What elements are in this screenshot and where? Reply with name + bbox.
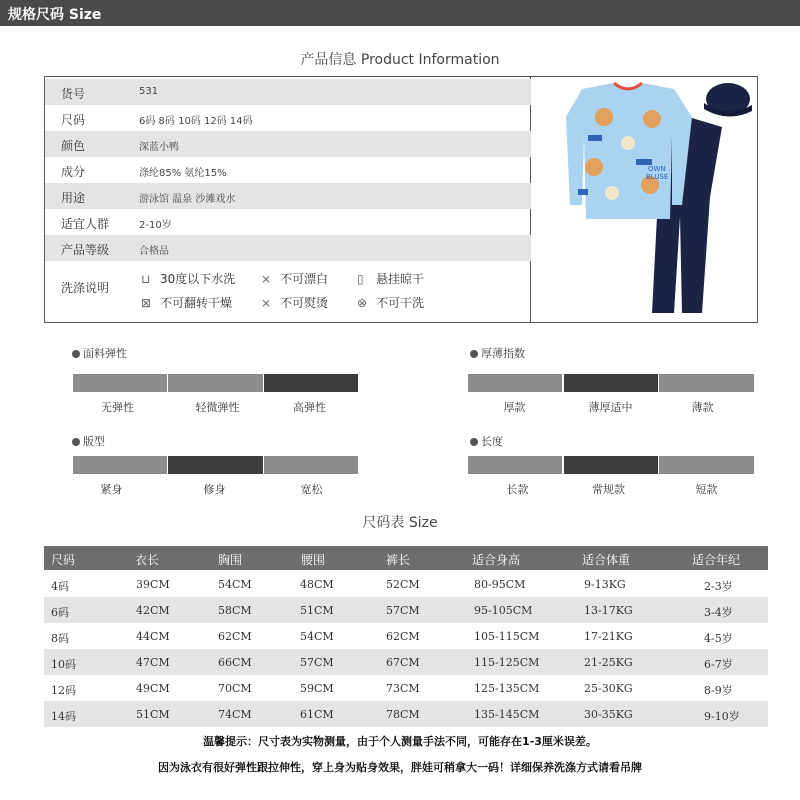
print-duck-3 <box>585 158 603 176</box>
attr-option: 薄款 <box>691 401 714 414</box>
header-bar <box>0 0 800 26</box>
table-cell: 8-9岁 <box>704 684 733 697</box>
attr-option: 常规款 <box>592 483 625 496</box>
wash-text: 悬挂晾干 <box>376 272 425 286</box>
note-measurement: 温馨提示：尺寸表为实物测量，由于个人测量手法不同，可能存在1-3厘米误差。 <box>203 735 597 748</box>
header-title: 规格尺码 Size <box>8 7 102 23</box>
table-cell: 74CM <box>218 708 252 721</box>
table-cell: 49CM <box>136 682 170 695</box>
attr-seg <box>168 374 263 392</box>
info-label: 尺码 <box>61 113 86 127</box>
print-duck-2 <box>643 110 661 128</box>
table-cell: 52CM <box>386 578 420 591</box>
info-label: 适宜人群 <box>61 217 110 231</box>
info-label: 用途 <box>61 191 86 205</box>
table-cell: 4-5岁 <box>704 632 733 645</box>
no-dry-clean-icon: ⊗ <box>357 296 368 310</box>
attr-option: 轻微弹性 <box>195 401 240 414</box>
table-cell: 12码 <box>51 684 76 697</box>
table-cell: 59CM <box>300 682 334 695</box>
attr-seg <box>264 456 358 474</box>
attr-seg-selected <box>564 374 658 392</box>
info-value: 合格品 <box>139 246 169 257</box>
attr-label-fit: 版型 <box>72 433 105 449</box>
swimsuit-illustration <box>532 77 758 322</box>
table-row <box>44 623 768 649</box>
size-table-header <box>44 546 768 570</box>
table-cell: 39CM <box>136 578 170 591</box>
wash-item <box>141 294 232 311</box>
header-cell: 适合体重 <box>582 553 631 567</box>
bullet-icon <box>72 438 80 446</box>
wash-text: 不可熨烫 <box>280 296 329 310</box>
info-row-grade <box>45 235 531 261</box>
table-cell: 67CM <box>386 656 420 669</box>
attr-option: 厚款 <box>503 401 526 414</box>
header-cell: 胸围 <box>218 553 243 567</box>
wash-item <box>261 270 328 287</box>
info-label: 成分 <box>61 165 86 179</box>
info-row-material <box>45 157 531 183</box>
no-bleach-icon: ⨯ <box>261 272 272 286</box>
table-cell: 3-4岁 <box>704 606 733 619</box>
table-cell: 58CM <box>218 604 252 617</box>
attr-option: 高弹性 <box>293 401 326 414</box>
product-info-rows <box>45 77 531 322</box>
table-cell: 47CM <box>136 656 170 669</box>
table-cell: 80-95CM <box>474 578 526 591</box>
wash-item <box>261 294 328 311</box>
table-cell: 25-30KG <box>584 682 633 695</box>
table-cell: 9-13KG <box>584 578 626 591</box>
wash-text: 不可漂白 <box>280 272 329 286</box>
table-cell: 44CM <box>136 630 170 643</box>
info-row-size <box>45 105 531 131</box>
bullet-icon <box>72 350 80 358</box>
table-cell: 9-10岁 <box>704 710 740 723</box>
attr-seg <box>73 374 167 392</box>
product-info-title: 产品信息 Product Information <box>300 52 500 68</box>
table-cell: 14码 <box>51 710 76 723</box>
wash-text: 不可翻转干燥 <box>160 296 233 310</box>
table-row <box>44 649 768 675</box>
attr-seg <box>468 374 562 392</box>
wash-text: 30度以下水洗 <box>160 272 236 286</box>
bullet-icon <box>470 350 478 358</box>
header-cell: 衣长 <box>135 553 160 567</box>
attr-option: 薄厚适中 <box>588 401 633 414</box>
print-text-1: OWN <box>648 165 666 173</box>
info-label: 颜色 <box>61 139 86 153</box>
info-value: 531 <box>139 86 159 97</box>
table-cell: 73CM <box>386 682 420 695</box>
info-value: 2-10岁 <box>139 220 172 231</box>
table-cell: 51CM <box>300 604 334 617</box>
table-cell: 13-17KG <box>584 604 633 617</box>
attr-option: 紧身 <box>100 483 123 496</box>
info-label: 货号 <box>61 87 86 101</box>
table-cell: 2-3岁 <box>704 580 733 593</box>
wash-text: 不可干洗 <box>376 296 425 310</box>
print-bird-2 <box>605 186 619 200</box>
attr-seg-selected <box>264 374 358 392</box>
table-cell: 70CM <box>218 682 252 695</box>
table-cell: 62CM <box>218 630 252 643</box>
info-row-item-number <box>45 79 531 105</box>
header-cell: 适合身高 <box>472 553 521 567</box>
table-cell: 66CM <box>218 656 252 669</box>
info-value: 游泳馆 温泉 沙滩戏水 <box>139 194 236 205</box>
table-cell: 54CM <box>300 630 334 643</box>
size-chart-title: 尺码表 Size <box>362 515 438 531</box>
table-cell: 51CM <box>136 708 170 721</box>
table-cell: 30-35KG <box>584 708 633 721</box>
print-text-2: BLUSE <box>646 173 669 181</box>
attr-option: 宽松 <box>300 483 323 496</box>
attr-seg <box>659 456 754 474</box>
info-value: 涤纶85% 氨纶15% <box>139 168 227 179</box>
table-cell: 42CM <box>136 604 170 617</box>
table-cell: 8码 <box>51 632 69 645</box>
table-cell: 135-145CM <box>474 708 540 721</box>
hang-dry-icon: ▯ <box>357 272 364 286</box>
info-value: 6码 8码 10码 12码 14码 <box>139 116 253 127</box>
attr-option: 无弹性 <box>101 401 134 414</box>
attr-seg <box>73 456 167 474</box>
attr-seg-selected <box>168 456 263 474</box>
print-duck-1 <box>595 108 613 126</box>
table-row <box>44 597 768 623</box>
attr-seg-selected <box>564 456 658 474</box>
wash-item <box>357 270 424 287</box>
table-cell: 17-21KG <box>584 630 633 643</box>
info-row-washing <box>45 259 531 322</box>
table-row <box>44 571 768 597</box>
table-cell: 4码 <box>51 580 69 593</box>
table-cell: 6-7岁 <box>704 658 733 671</box>
wash-item <box>141 270 235 287</box>
header-cell: 适合年纪 <box>692 553 741 567</box>
table-cell: 115-125CM <box>474 656 540 669</box>
table-row <box>44 701 768 727</box>
table-cell: 125-135CM <box>474 682 540 695</box>
print-bird-1 <box>621 136 635 150</box>
attr-label-length: 长度 <box>470 433 503 449</box>
header-cell: 腰围 <box>301 553 326 567</box>
info-row-audience <box>45 209 531 235</box>
attr-seg <box>659 374 754 392</box>
no-iron-icon: ⨯ <box>261 296 272 310</box>
attr-label-elasticity: 面料弹性 <box>72 345 127 361</box>
attr-option: 短款 <box>695 483 718 496</box>
shirt-shape <box>566 83 692 219</box>
table-cell: 57CM <box>386 604 420 617</box>
note-elasticity: 因为泳衣有很好弹性跟拉伸性，穿上身为贴身效果，胖娃可稍拿大一码！详细保养洗涤方式请看吊牌 <box>158 761 642 774</box>
product-info-table <box>44 76 758 323</box>
attr-option: 长款 <box>506 483 529 496</box>
table-cell: 54CM <box>218 578 252 591</box>
info-label: 产品等级 <box>61 243 110 257</box>
info-label: 洗涤说明 <box>61 281 110 295</box>
bullet-icon <box>470 438 478 446</box>
attr-label-thickness: 厚薄指数 <box>470 345 525 361</box>
table-row <box>44 675 768 701</box>
product-photo <box>532 77 758 322</box>
table-cell: 105-115CM <box>474 630 540 643</box>
no-tumble-dry-icon: ⊠ <box>141 296 152 310</box>
table-cell: 57CM <box>300 656 334 669</box>
print-wave-1 <box>588 135 602 141</box>
table-cell: 61CM <box>300 708 334 721</box>
info-row-color <box>45 131 531 157</box>
table-cell: 62CM <box>386 630 420 643</box>
table-cell: 10码 <box>51 658 76 671</box>
header-cell: 裤长 <box>386 553 411 567</box>
table-cell: 78CM <box>386 708 420 721</box>
table-cell: 21-25KG <box>584 656 633 669</box>
attr-option: 修身 <box>203 483 226 496</box>
table-cell: 6码 <box>51 606 69 619</box>
attr-seg <box>468 456 562 474</box>
print-wave-3 <box>578 189 588 195</box>
info-row-usage <box>45 183 531 209</box>
table-cell: 48CM <box>300 578 334 591</box>
wash-item <box>357 294 424 311</box>
table-cell: 95-105CM <box>474 604 533 617</box>
wash-30-icon: ⊔ <box>141 272 151 286</box>
info-value: 深蓝小鸭 <box>139 142 179 153</box>
header-cell: 尺码 <box>51 553 76 567</box>
